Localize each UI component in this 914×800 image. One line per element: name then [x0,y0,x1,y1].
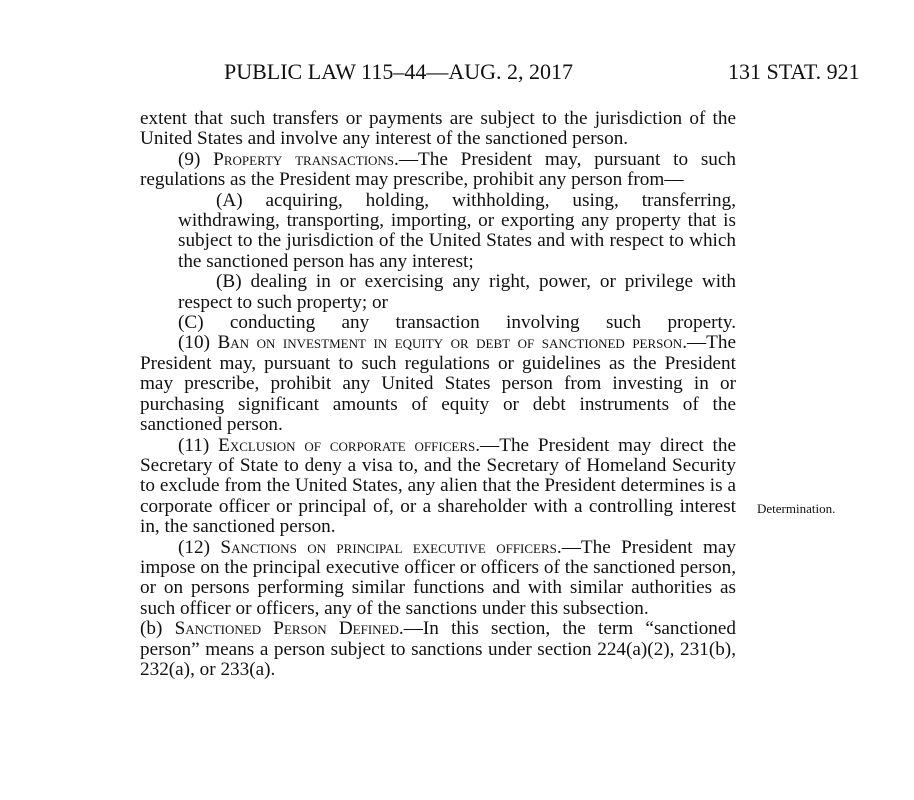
running-header-title: PUBLIC LAW 115–44—AUG. 2, 2017 [224,59,574,84]
paragraph-body: .—The President may, pursuant to such regulations as the President may prescribe, prohibit any person from— [140,148,737,191]
paragraph-heading: Ban on investment in equity or debt of sanctioned person [217,332,683,354]
subparagraph-9a: (A) acquiring, holding, withholding, using, transferring, withdrawing, transporting, importing, or exporting any property that is subject to the jurisdiction of the United States and with respect to which the sanctioned person has any interest; [178,189,736,272]
subsection-heading: Sanctioned Person Defined [174,618,399,640]
paragraph-heading: Property transactions [213,148,395,170]
paragraph-heading: Exclusion of corporate officers [218,434,476,456]
paragraph-10 [140,333,736,435]
paragraph-number: (10) [178,332,218,354]
subparagraph-9b: (B) dealing in or exercising any right, power, or privilege with respect to such property; or [178,271,736,313]
paragraph-body: .—The President may impose on the principal executive officer or officers of the sanctioned person, or on persons performing similar functions and with similar authorities as such officer or officers, any of the sanctions under this subsection. [140,536,737,619]
paragraph-11 [140,436,736,538]
paragraph-body: .—The President may direct the Secretary of State to deny a visa to, and the Secretary of Homeland Security to exclude from the United States, any alien that the President determines is a corporate officer or principal of, or a shareholder with a controlling interest in, the sanctioned person. [140,434,736,538]
paragraph-body: .—The President may, pursuant to such regulations or guidelines as the President may prescribe, prohibit any United States person from investing in or purchasing significant amounts of equity or debt instruments of the sanctioned person. [140,332,737,436]
paragraph-number: (11) [178,434,219,456]
paragraph-number: (9) [178,148,214,170]
paragraph-number: (12) [178,536,221,558]
margin-note-determination: Determination. [757,501,836,516]
paragraph-continuation: extent that such transfers or payments are subject to the jurisdiction of the United States and involve any interest of the sanctioned person. [140,108,736,150]
subparagraph-9c: (C) conducting any transaction involving such property. [178,312,736,334]
subsection-body: .—In this section, the term “sanctioned person” means a person subject to sanctions under section 224(a)(2), 231(b), 232(a), or 233(a). [140,618,736,680]
stat-page-number: 131 STAT. 921 [728,59,860,84]
subsection-number: (b) [140,618,175,640]
paragraph-9 [140,150,736,191]
statute-text [140,109,736,680]
subsection-b [140,619,736,680]
paragraph-12 [140,538,736,620]
paragraph-heading: Sanctions on principal executive officers [220,536,557,558]
